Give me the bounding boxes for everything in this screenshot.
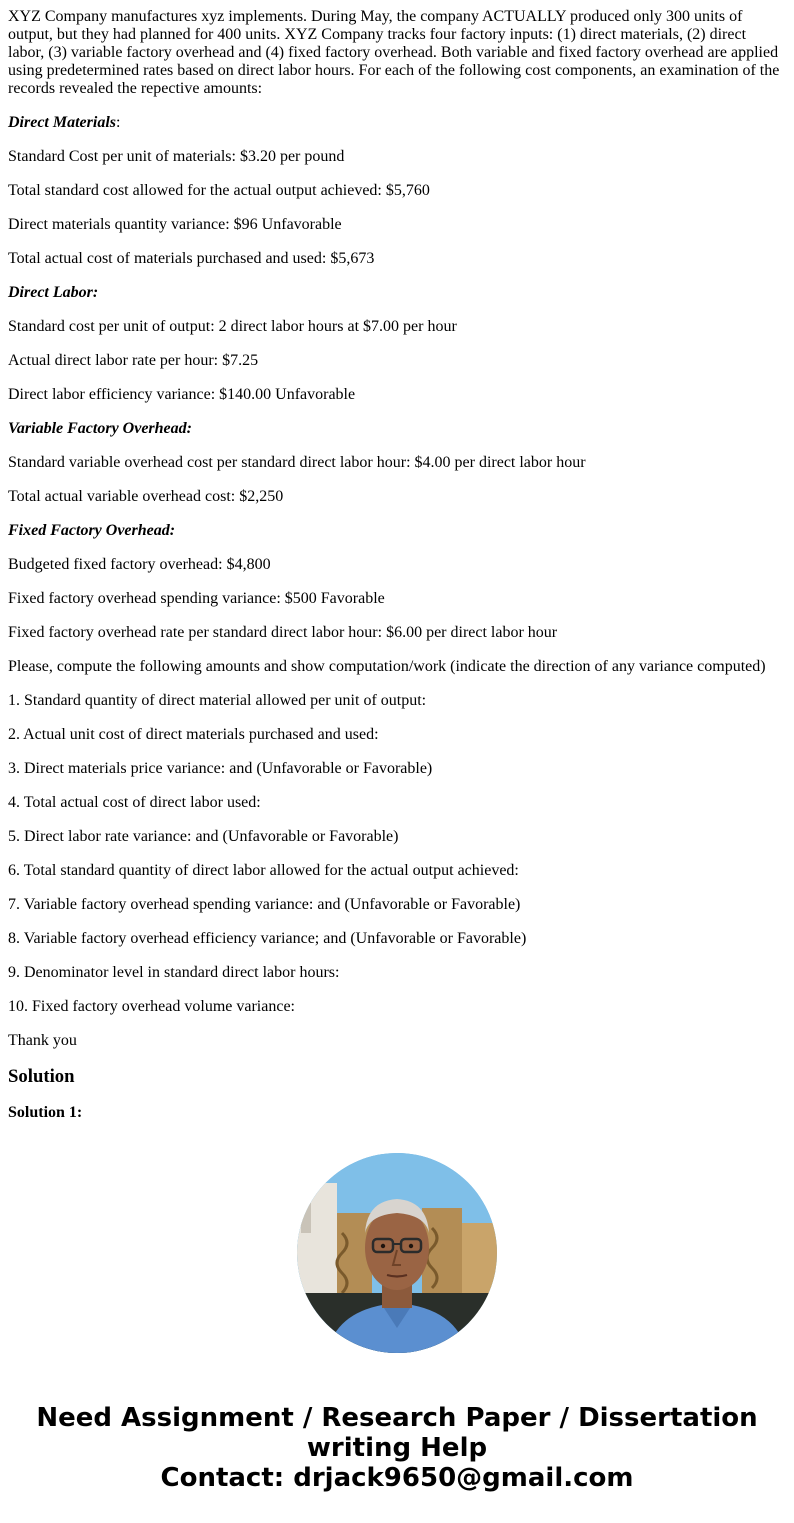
question-item: 1. Standard quantity of direct material allowed per unit of output: — [8, 692, 427, 709]
promo-contact: Contact: drjack9650@gmail.com — [160, 1463, 634, 1493]
question-item: 4. Total actual cost of direct labor used: — [8, 794, 261, 811]
variable-overhead-heading-text: Variable Factory Overhead: — [8, 420, 192, 437]
question-item: 10. Fixed factory overhead volume variance: — [8, 998, 295, 1015]
dm-quantity-variance: Direct materials quantity variance: $96 Unfavorable — [8, 216, 342, 233]
dl-standard-cost: Standard cost per unit of output: 2 direct labor hours at $7.00 per hour — [8, 318, 457, 335]
author-portrait-image — [297, 1153, 497, 1353]
question-item: 8. Variable factory overhead efficiency variance; and (Unfavorable or Favorable) — [8, 930, 527, 947]
vo-standard-rate: Standard variable overhead cost per standard direct labor hour: $4.00 per direct labor hour — [8, 454, 586, 471]
fo-spending-variance: Fixed factory overhead spending variance: $500 Favorable — [8, 590, 385, 607]
direct-materials-heading-text: Direct Materials — [8, 114, 116, 131]
fixed-overhead-heading-text: Fixed Factory Overhead: — [8, 522, 176, 539]
dl-efficiency-variance: Direct labor efficiency variance: $140.00 Unfavorable — [8, 386, 356, 403]
question-item: 2. Actual unit cost of direct materials purchased and used: — [8, 726, 379, 743]
question-item: 3. Direct materials price variance: and (Unfavorable or Favorable) — [8, 760, 433, 777]
direct-materials-heading — [8, 114, 786, 132]
instructions: Please, compute the following amounts and show computation/work (indicate the direction of any variance computed) — [8, 658, 766, 675]
direct-labor-heading-text: Direct Labor: — [8, 284, 99, 301]
fo-rate: Fixed factory overhead rate per standard direct labor hour: $6.00 per direct labor hour — [8, 624, 558, 641]
promo-line-1: Need Assignment / Research Paper / Dissertation — [36, 1403, 758, 1433]
question-item: 5. Direct labor rate variance: and (Unfavorable or Favorable) — [8, 828, 399, 845]
fixed-overhead-heading — [8, 522, 786, 540]
direct-labor-heading — [8, 284, 786, 302]
fo-budgeted: Budgeted fixed factory overhead: $4,800 — [8, 556, 271, 573]
dl-actual-rate: Actual direct labor rate per hour: $7.25 — [8, 352, 259, 369]
question-item: 9. Denominator level in standard direct labor hours: — [8, 964, 340, 981]
problem-intro: XYZ Company manufactures xyz implements. During May, the company ACTUALLY produced only 300 units of output, but they had planned for 400 units. XYZ Company tracks four factory inputs: (1) direct materials, (2) direct labor, (3) variable factory overhead and (4) fixed factory overhead. Both variable and fixed factory overhead are applied using predetermined rates based on direct labor hours. For each of the following cost components, an examination of the records revealed the repective amounts: — [8, 8, 780, 97]
document-body — [8, 8, 786, 1146]
closing-text: Thank you — [8, 1032, 77, 1049]
variable-overhead-heading — [8, 420, 786, 438]
solution-heading: Solution — [8, 1066, 75, 1087]
direct-materials-heading-colon: : — [116, 114, 121, 131]
promo-banner — [0, 1403, 794, 1493]
author-avatar — [297, 1153, 497, 1353]
vo-total-actual: Total actual variable overhead cost: $2,250 — [8, 488, 284, 505]
dm-standard-cost: Standard Cost per unit of materials: $3.20 per pound — [8, 148, 345, 165]
dm-total-standard-cost: Total standard cost allowed for the actual output achieved: $5,760 — [8, 182, 430, 199]
solution-subheading: Solution 1: — [8, 1104, 83, 1121]
question-item: 7. Variable factory overhead spending variance: and (Unfavorable or Favorable) — [8, 896, 521, 913]
question-item: 6. Total standard quantity of direct labor allowed for the actual output achieved: — [8, 862, 519, 879]
promo-line-2: writing Help — [306, 1433, 488, 1463]
dm-total-actual-cost: Total actual cost of materials purchased and used: $5,673 — [8, 250, 375, 267]
